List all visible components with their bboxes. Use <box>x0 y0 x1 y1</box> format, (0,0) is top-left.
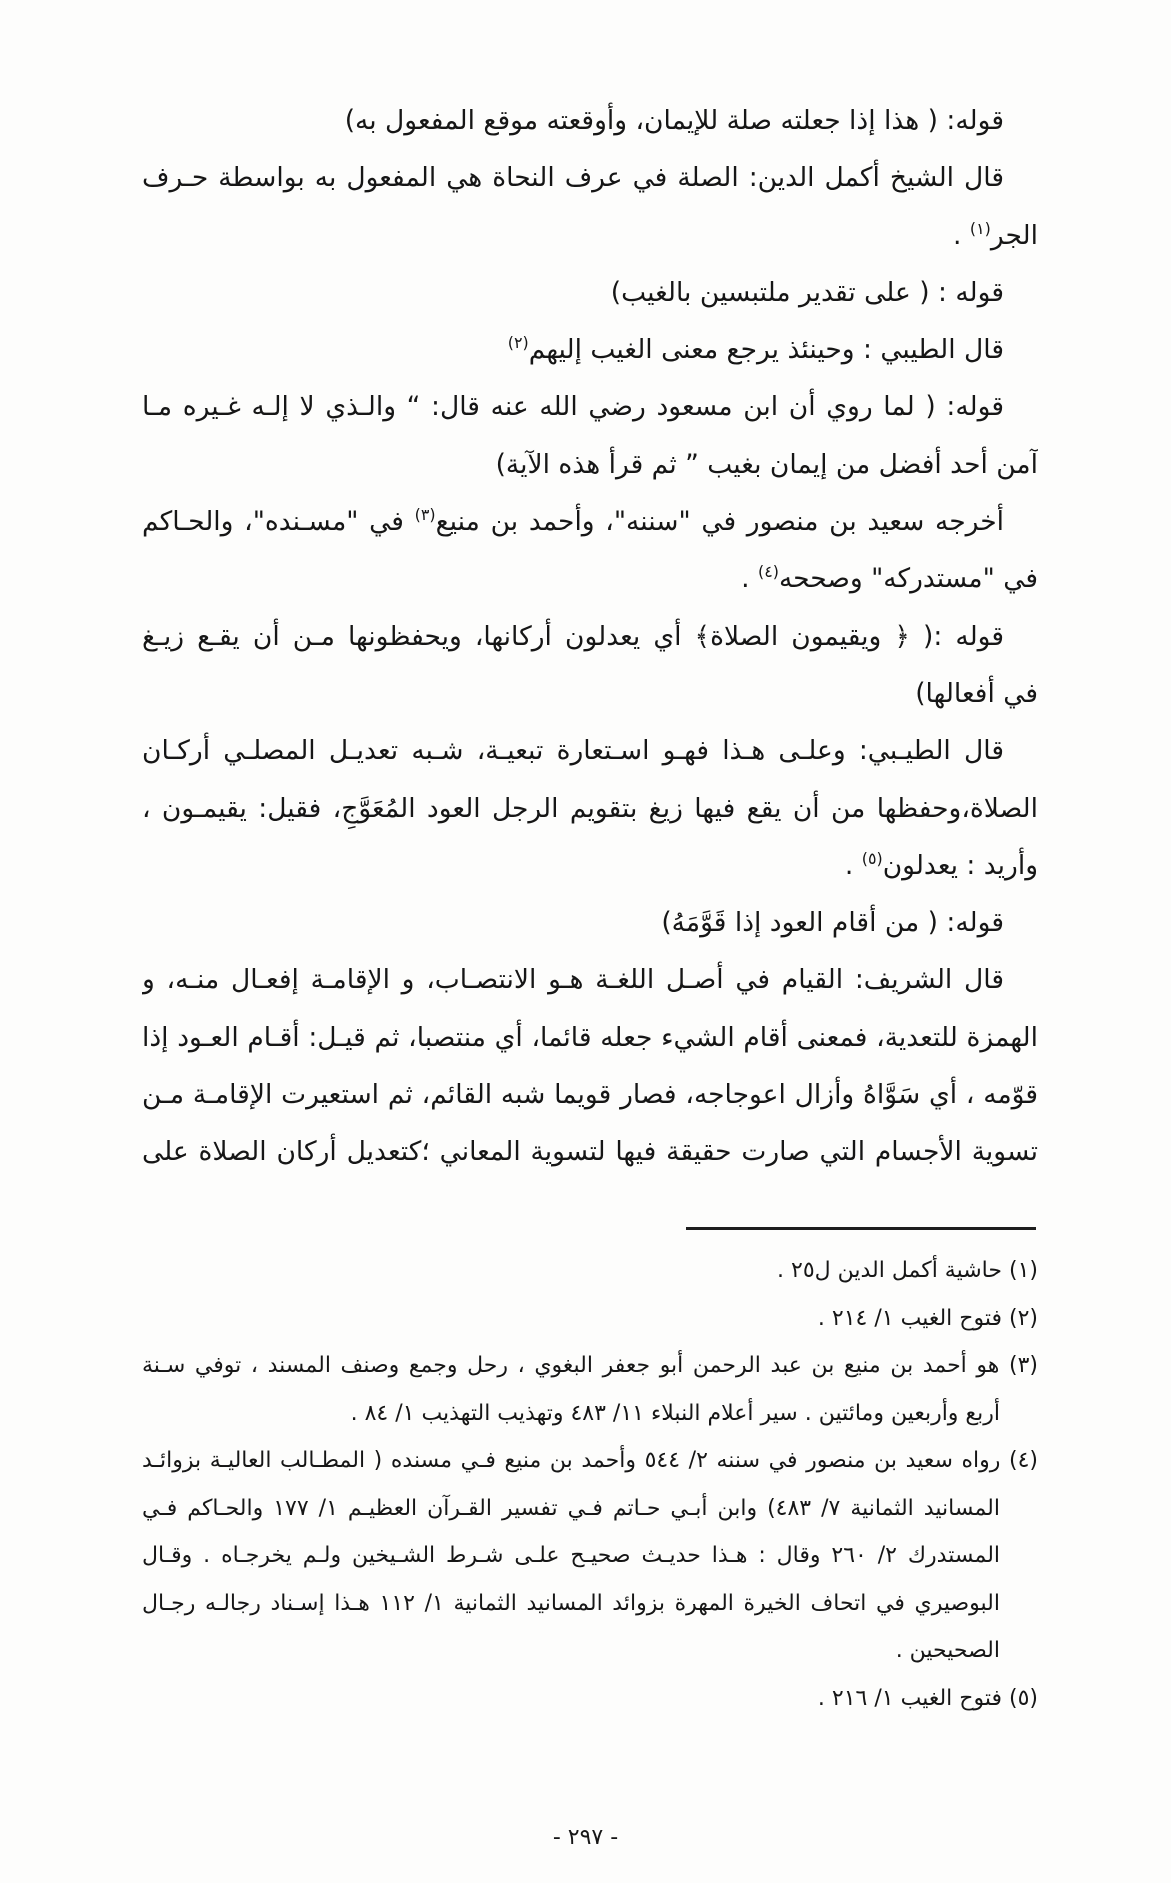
line-text: قال الطيـبي: وعلـى هـذا فهـو اسـتعارة تبعيـة، شـبه تعديـل المصلـي أركـان <box>142 735 1004 767</box>
footnote-line <box>142 1390 1038 1438</box>
body-line <box>142 493 1038 550</box>
footnote-text: رواه سعيد بن منصور في سننه ٢/ ٥٤٤ وأحمد بن منيع فـي مسنده ( المطـالب العاليـة بزوائـد <box>142 1448 1001 1473</box>
page-number: - ٢٩٧ - <box>552 1825 619 1850</box>
line-text-after: . <box>741 563 758 595</box>
footnote-text: هو أحمد بن منيع بن عبد الرحمن أبو جعفر البغوي ، رحل وجمع وصنف المسند ، توفي سـنة <box>142 1353 1000 1378</box>
footnote-text: حاشية أكمل الدين ل٢٥ . <box>777 1258 1002 1283</box>
line-text: الهمزة للتعدية، فمعنى أقام الشيء جعله قائما، أي منتصبا، ثم قيـل: أقـام العـود إذا <box>142 1021 1038 1053</box>
footnote-number: (٤) <box>1008 1448 1038 1473</box>
line-text: قوّمه ، أي سَوَّاهُ وأزال اعوجاجه، فصار قويما شبه القائم، ثم استعيرت الإقامـة مـن <box>142 1079 1038 1111</box>
footnote-line <box>142 1627 1038 1675</box>
body-line <box>142 378 1038 435</box>
footnote-text: أربع وأربعين ومائتين . سير أعلام النبلاء ١١/ ٤٨٣ وتهذيب التهذيب ١/ ٨٤ . <box>350 1400 1000 1426</box>
line-text: قوله: ( هذا إذا جعلته صلة للإيمان، وأوقعته موقع المفعول به) <box>344 105 1004 136</box>
line-text: قوله :( ﴿ ويقيمون الصلاة﴾ أي يعدلون أركانها، ويحفظونها مـن أن يقـع زيـغ <box>142 620 1004 652</box>
line-text: الصلاة،وحفظها من أن يقع فيها زيغ بتقويم الرجل العود المُعَوَّجِ، فقيل: يقيمـون ، <box>142 792 1038 824</box>
footnote-line <box>142 1532 1038 1580</box>
line-text: قوله : ( على تقدير ملتبسين بالغيب) <box>610 276 1004 308</box>
line-text: الجر <box>990 219 1038 251</box>
footnote-number: (٥) <box>1008 1685 1038 1711</box>
line-text-after: في "مسـنده"، والحـاكم <box>142 506 415 538</box>
footnote-text: فتوح الغيب ١/ ٢١٤ . <box>817 1305 1002 1331</box>
body-line <box>142 1066 1038 1123</box>
line-text-after: . <box>844 849 862 881</box>
body-line <box>142 1123 1038 1180</box>
footnote-text: المستدرك ٢/ ٢٦٠ وقال : هـذا حديـث صحيـح علـى شـرط الشـيخين ولـم يخرجـاه . وقـال <box>142 1543 1001 1568</box>
footnote-line <box>142 1580 1038 1628</box>
body-line <box>142 1009 1038 1066</box>
footnote-line <box>142 1437 1038 1485</box>
body-line <box>142 436 1038 493</box>
body-line <box>142 951 1038 1008</box>
line-text: في "مستدركه" وصححه <box>778 563 1038 595</box>
line-text: قال الطيبي : وحينئذ يرجع معنى الغيب إليهم <box>528 334 1004 366</box>
footnote-ref: (٤) <box>757 562 779 582</box>
footnote-ref: (١) <box>969 218 991 238</box>
body-line <box>142 837 1038 894</box>
body-line <box>142 149 1038 206</box>
line-text: قال الشيخ أكمل الدين: الصلة في عرف النحاة هي المفعول به بواسطة حـرف <box>142 162 1004 194</box>
footnote-text: المسانيد الثمانية ٧/ ٤٨٣) وابن أبـي حـاتم فـي تفسير القـرآن العظيـم ١/ ١٧٧ والحـاكم فـي <box>142 1495 1000 1521</box>
line-text-after: . <box>953 219 970 251</box>
footnote-text: فتوح الغيب ١/ ٢١٦ . <box>817 1685 1002 1711</box>
line-text: قال الشريف: القيام في أصـل اللغـة هـو الانتصـاب، و الإقامـة إفعـال منـه، و <box>142 964 1004 996</box>
footnote-separator <box>686 1227 1036 1230</box>
footnote-ref: (٢) <box>507 333 529 353</box>
body-line <box>142 264 1038 321</box>
body-line <box>142 321 1038 378</box>
body-line <box>142 894 1038 951</box>
footnote-number: (٢) <box>1008 1305 1038 1331</box>
line-text: قوله: ( من أقام العود إذا قَوَّمَهُ) <box>661 907 1004 939</box>
body-line <box>142 207 1038 264</box>
line-text: قوله: ( لما روي أن ابن مسعود رضي الله عنه قال: “ والـذي لا إلـه غـيره مـا <box>142 391 1004 423</box>
body-line <box>142 780 1038 837</box>
line-text: أخرجه سعيد بن منصور في "سننه"، وأحمد بن منيع <box>435 506 1004 538</box>
footnotes <box>142 1247 1038 1722</box>
line-text: في أفعالها) <box>915 677 1038 709</box>
footnote-line <box>142 1675 1038 1723</box>
footnote-text: البوصيري في اتحاف الخيرة المهرة بزوائد المسانيد الثمانية ١/ ١١٢ هـذا إسـناد رجالـه رجـال <box>142 1590 1000 1616</box>
footnote-line <box>142 1485 1038 1533</box>
body-line <box>142 92 1038 149</box>
footnote-number: (١) <box>1008 1258 1038 1283</box>
footnote-line <box>142 1342 1038 1390</box>
footnote-line <box>142 1247 1038 1295</box>
footnote-ref: (٣) <box>414 505 436 525</box>
footnote-line <box>142 1295 1038 1343</box>
line-text: وأريد : يعدلون <box>882 849 1038 881</box>
line-text: آمن أحد أفضل من إيمان بغيب ” ثم قرأ هذه الآية) <box>495 448 1038 480</box>
footnote-ref: (٥) <box>861 849 883 869</box>
body-line <box>142 550 1038 607</box>
body-line <box>142 722 1038 779</box>
footnote-number: (٣) <box>1008 1353 1038 1378</box>
body-line <box>142 665 1038 722</box>
body-text <box>142 92 1038 1181</box>
body-line <box>142 608 1038 665</box>
line-text: تسوية الأجسام التي صارت حقيقة فيها لتسوية المعاني ؛كتعديل أركان الصلاة على <box>142 1136 1038 1168</box>
footnote-text: الصحيحين . <box>895 1638 1000 1663</box>
